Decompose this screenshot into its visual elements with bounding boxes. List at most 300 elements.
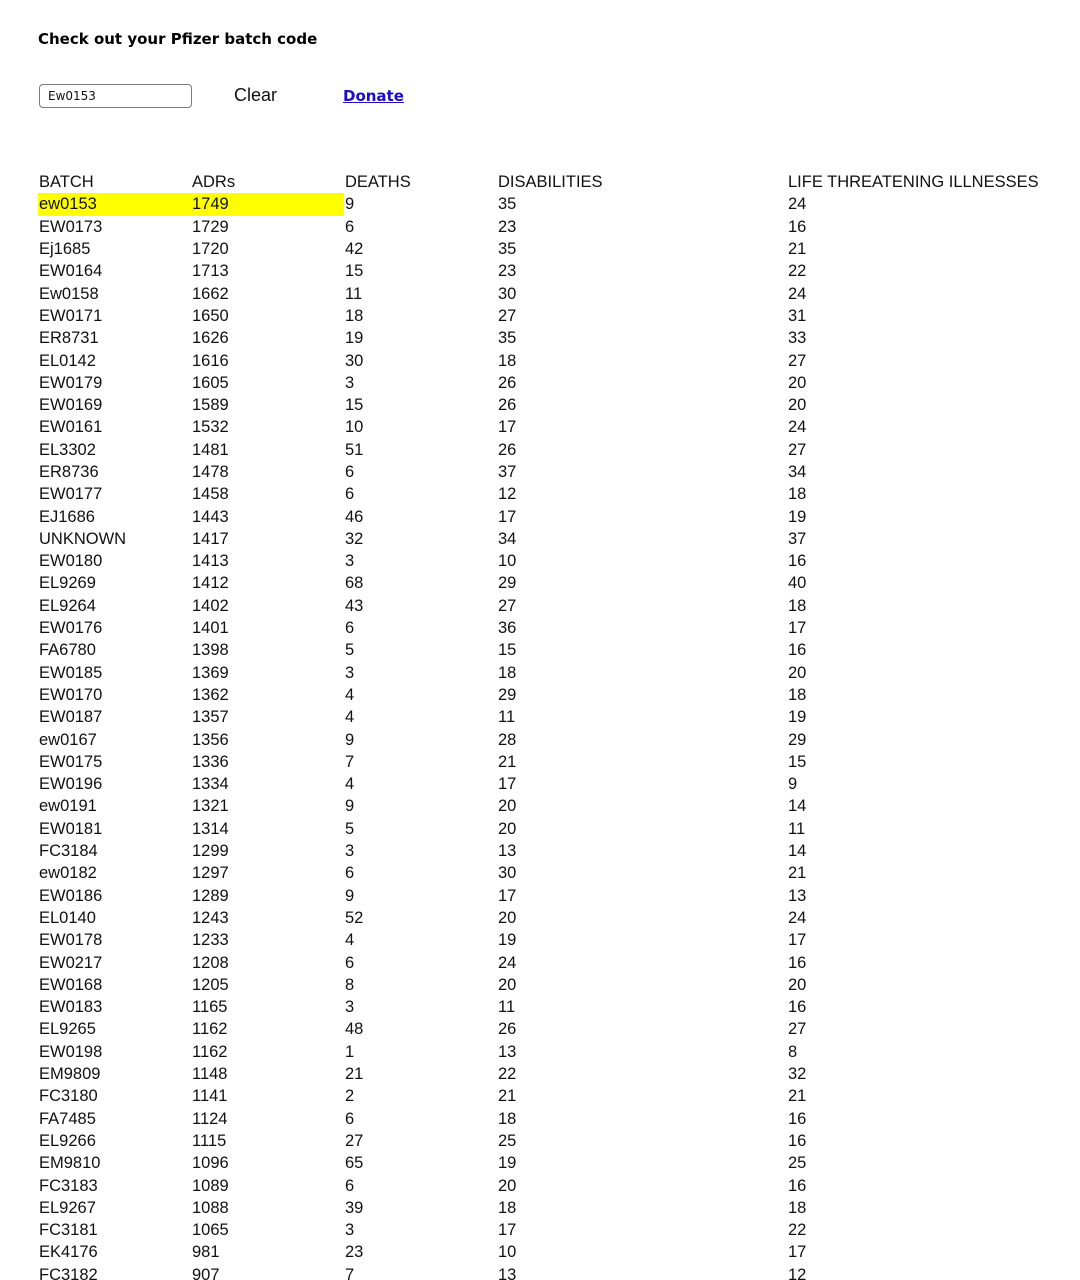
batch-cell: EL9264: [39, 596, 96, 615]
table-row: [38, 1152, 1080, 1174]
batch-cell: Ej1685: [39, 240, 91, 259]
disabilities-cell: 27: [498, 306, 517, 325]
table-row: [38, 282, 1080, 304]
adrs-cell: 1626: [192, 329, 229, 348]
life-threatening-cell: 8: [788, 1042, 798, 1061]
adrs-cell: 907: [192, 1265, 220, 1280]
deaths-cell: 3: [345, 1221, 355, 1240]
deaths-cell: 18: [345, 306, 364, 325]
life-threatening-cell: 19: [788, 708, 807, 727]
deaths-cell: 68: [345, 574, 364, 593]
life-threatening-cell: 20: [788, 975, 807, 994]
deaths-cell: 15: [345, 262, 364, 281]
batch-cell: FA6780: [39, 641, 96, 660]
disabilities-cell: 10: [498, 552, 517, 571]
batch-cell: EW0161: [39, 418, 103, 437]
disabilities-cell: 13: [498, 1265, 517, 1280]
life-threatening-cell: 11: [788, 819, 806, 838]
batch-cell: FC3181: [39, 1221, 98, 1240]
adrs-cell: 1089: [192, 1176, 229, 1195]
table-row: [38, 617, 1080, 639]
life-threatening-cell: 37: [788, 529, 807, 548]
batch-cell: EL9269: [39, 574, 96, 593]
batch-cell: ew0153: [38, 193, 191, 215]
disabilities-cell: 11: [498, 708, 516, 727]
deaths-cell: 9: [345, 195, 355, 214]
adrs-cell: 1398: [192, 641, 229, 660]
disabilities-cell: 26: [498, 373, 517, 392]
life-threatening-cell: 27: [788, 351, 807, 370]
batch-cell: EK4176: [39, 1243, 98, 1262]
page-title: Check out your Pfizer batch code: [38, 30, 318, 48]
batch-results-table: [38, 171, 1080, 1280]
table-row: [38, 751, 1080, 773]
batch-cell: EL9266: [39, 1131, 96, 1150]
adrs-cell: 1458: [192, 485, 229, 504]
disabilities-cell: 17: [498, 1221, 517, 1240]
adrs-cell: 1605: [192, 373, 229, 392]
deaths-cell: 42: [345, 240, 364, 259]
deaths-cell: 9: [345, 797, 355, 816]
table-row: [38, 662, 1080, 684]
batch-cell: EL9267: [39, 1198, 96, 1217]
deaths-cell: 6: [345, 953, 355, 972]
life-threatening-cell: 15: [788, 752, 807, 771]
disabilities-cell: 21: [498, 752, 517, 771]
adrs-cell: 1402: [192, 596, 229, 615]
adrs-cell: 1088: [192, 1198, 229, 1217]
table-row: [38, 795, 1080, 817]
deaths-cell: 21: [345, 1065, 364, 1084]
life-threatening-cell: 22: [788, 262, 807, 281]
adrs-cell: 1065: [192, 1221, 229, 1240]
life-threatening-cell: 16: [788, 998, 807, 1017]
deaths-cell: 8: [345, 975, 355, 994]
disabilities-cell: 30: [498, 284, 517, 303]
life-threatening-cell: 18: [788, 685, 807, 704]
deaths-cell: 6: [345, 864, 355, 883]
deaths-cell: 7: [345, 1265, 355, 1280]
table-row: [38, 1063, 1080, 1085]
deaths-cell: 5: [345, 819, 355, 838]
table-row: [38, 773, 1080, 795]
adrs-cell: 1299: [192, 842, 229, 861]
adrs-cell: 1650: [192, 306, 229, 325]
disabilities-cell: 10: [498, 1243, 517, 1262]
life-threatening-cell: 20: [788, 663, 807, 682]
batch-cell: EJ1686: [39, 507, 95, 526]
adrs-cell: 1314: [192, 819, 229, 838]
batch-cell: EW0173: [39, 217, 103, 236]
disabilities-cell: 30: [498, 864, 517, 883]
deaths-cell: 10: [345, 418, 364, 437]
batch-cell: EW0185: [39, 663, 103, 682]
deaths-cell: 9: [345, 886, 355, 905]
batch-cell: EW0181: [39, 819, 103, 838]
deaths-cell: 1: [345, 1042, 355, 1061]
disabilities-cell: 25: [498, 1131, 517, 1150]
batch-cell: EW0186: [39, 886, 103, 905]
table-row: [38, 572, 1080, 594]
life-threatening-cell: 12: [788, 1265, 807, 1280]
adrs-cell: 1412: [192, 574, 229, 593]
table-row: [38, 818, 1080, 840]
adrs-cell: 1334: [192, 775, 229, 794]
batch-cell: FC3183: [39, 1176, 98, 1195]
column-header-adrs: ADRs: [192, 173, 236, 192]
table-row: [38, 1241, 1080, 1263]
life-threatening-cell: 13: [788, 886, 807, 905]
batch-cell: EW0176: [39, 619, 103, 638]
batch-cell: EW0164: [39, 262, 103, 281]
table-row: [38, 1107, 1080, 1129]
donate-link[interactable]: Donate: [343, 87, 404, 105]
life-threatening-cell: 14: [788, 842, 807, 861]
adrs-cell: 1729: [192, 217, 229, 236]
adrs-cell: 1208: [192, 953, 229, 972]
life-threatening-cell: 18: [788, 596, 807, 615]
batch-cell: EM9809: [39, 1065, 101, 1084]
disabilities-cell: 18: [498, 351, 517, 370]
batch-cell: FC3184: [39, 842, 98, 861]
table-row: [38, 684, 1080, 706]
batch-cell: EW0168: [39, 975, 103, 994]
adrs-cell: 1749: [191, 193, 344, 215]
batch-cell: ew0167: [39, 730, 97, 749]
batch-cell: EL9265: [39, 1020, 96, 1039]
disabilities-cell: 36: [498, 619, 517, 638]
table-row: [38, 416, 1080, 438]
disabilities-cell: 27: [498, 596, 517, 615]
table-row: [38, 706, 1080, 728]
batch-cell: EW0171: [39, 306, 103, 325]
batch-cell: EM9810: [39, 1154, 101, 1173]
adrs-cell: 1321: [192, 797, 229, 816]
deaths-cell: 27: [345, 1131, 364, 1150]
disabilities-cell: 22: [498, 1065, 517, 1084]
table-row: [38, 996, 1080, 1018]
adrs-cell: 1589: [192, 396, 229, 415]
deaths-cell: 6: [345, 463, 355, 481]
column-header-batch: BATCH: [39, 173, 94, 192]
column-header-life-threatening-illnesses: LIFE THREATENING ILLNESSES: [788, 173, 1039, 192]
disabilities-cell: 26: [498, 440, 517, 459]
life-threatening-cell: 31: [788, 306, 807, 325]
table-row: [38, 1041, 1080, 1063]
disabilities-cell: 37: [498, 463, 517, 481]
adrs-cell: 1662: [192, 284, 229, 303]
table-header-row: [38, 171, 1080, 193]
deaths-cell: 5: [345, 641, 355, 660]
table-row: [38, 951, 1080, 973]
disabilities-cell: 29: [498, 574, 517, 593]
table-row: [38, 394, 1080, 416]
table-row: [38, 1264, 1080, 1280]
life-threatening-cell: 27: [788, 440, 807, 459]
batch-cell: EL0142: [39, 351, 96, 370]
table-row: [38, 1018, 1080, 1040]
table-row: [38, 862, 1080, 884]
batch-cell: EW0196: [39, 775, 103, 794]
table-row: [38, 305, 1080, 327]
disabilities-cell: 18: [498, 663, 517, 682]
adrs-cell: 1096: [192, 1154, 229, 1173]
disabilities-cell: 35: [498, 329, 517, 348]
disabilities-cell: 29: [498, 685, 517, 704]
deaths-cell: 30: [345, 351, 364, 370]
life-threatening-cell: 29: [788, 730, 807, 749]
adrs-cell: 1336: [192, 752, 229, 771]
clear-button[interactable]: Clear: [226, 82, 285, 108]
adrs-cell: 1616: [192, 351, 229, 370]
adrs-cell: 1289: [192, 886, 229, 905]
life-threatening-cell: 19: [788, 507, 807, 526]
table-row: [38, 461, 1080, 483]
batch-cell: EW0183: [39, 998, 103, 1017]
table-row: [38, 1197, 1080, 1219]
disabilities-cell: 21: [498, 1087, 517, 1106]
disabilities-cell: 18: [498, 1109, 517, 1128]
adrs-cell: 1165: [192, 998, 228, 1017]
deaths-cell: 46: [345, 507, 364, 526]
life-threatening-cell: 24: [788, 195, 807, 214]
table-row: [38, 349, 1080, 371]
deaths-cell: 3: [345, 663, 355, 682]
deaths-cell: 6: [345, 217, 355, 236]
adrs-cell: 1141: [192, 1087, 228, 1106]
disabilities-cell: 20: [498, 908, 517, 927]
batch-cell: EW0178: [39, 931, 103, 950]
life-threatening-cell: 16: [788, 1176, 807, 1195]
deaths-cell: 32: [345, 529, 364, 548]
disabilities-cell: 34: [498, 529, 517, 548]
disabilities-cell: 19: [498, 931, 517, 950]
adrs-cell: 1162: [192, 1020, 228, 1039]
table-row: [38, 1219, 1080, 1241]
disabilities-cell: 17: [498, 507, 517, 526]
table-row: [38, 929, 1080, 951]
batch-cell: EW0169: [39, 396, 103, 415]
table-row: [38, 528, 1080, 550]
life-threatening-cell: 40: [788, 574, 807, 593]
disabilities-cell: 20: [498, 797, 517, 816]
deaths-cell: 11: [345, 284, 363, 303]
table-row: [38, 193, 1080, 215]
life-threatening-cell: 32: [788, 1065, 807, 1084]
batch-cell: EW0180: [39, 552, 103, 571]
batch-cell: EL0140: [39, 908, 96, 927]
life-threatening-cell: 9: [788, 775, 798, 794]
disabilities-cell: 17: [498, 775, 517, 794]
batch-cell: EW0179: [39, 373, 103, 392]
batch-cell: UNKNOWN: [39, 529, 127, 548]
deaths-cell: 52: [345, 908, 364, 927]
life-threatening-cell: 17: [788, 1243, 807, 1262]
disabilities-cell: 20: [498, 1176, 517, 1195]
life-threatening-cell: 16: [788, 1109, 807, 1128]
life-threatening-cell: 22: [788, 1221, 807, 1240]
deaths-cell: 4: [345, 708, 355, 727]
adrs-cell: 1205: [192, 975, 229, 994]
table-row: [38, 974, 1080, 996]
deaths-cell: 3: [345, 842, 355, 861]
disabilities-cell: 35: [498, 240, 517, 259]
deaths-cell: 3: [345, 373, 355, 392]
table-row: [38, 840, 1080, 862]
disabilities-cell: 13: [498, 842, 517, 861]
disabilities-cell: 26: [498, 1020, 517, 1039]
life-threatening-cell: 27: [788, 1020, 807, 1039]
batch-cell: Ew0158: [39, 284, 99, 303]
deaths-cell: 6: [345, 1109, 355, 1128]
table-row: [38, 595, 1080, 617]
disabilities-cell: 11: [498, 998, 516, 1017]
deaths-cell: 6: [345, 619, 355, 638]
deaths-cell: 2: [345, 1087, 355, 1106]
table-row: [38, 1085, 1080, 1107]
life-threatening-cell: 16: [788, 641, 807, 660]
table-row: [38, 216, 1080, 238]
adrs-cell: 1443: [192, 507, 229, 526]
table-body: [38, 193, 1080, 1280]
life-threatening-cell: 20: [788, 396, 807, 415]
deaths-cell: 65: [345, 1154, 364, 1173]
deaths-cell: 4: [345, 775, 355, 794]
life-threatening-cell: 24: [788, 418, 807, 437]
deaths-cell: 48: [345, 1020, 364, 1039]
life-threatening-cell: 16: [788, 217, 807, 236]
adrs-cell: 1356: [192, 730, 229, 749]
adrs-cell: 1481: [192, 440, 229, 459]
adrs-cell: 1713: [192, 262, 229, 281]
adrs-cell: 1115: [192, 1131, 227, 1150]
disabilities-cell: 13: [498, 1042, 517, 1061]
batch-cell: ew0182: [39, 864, 97, 883]
batch-cell: FC3180: [39, 1087, 98, 1106]
table-row: [38, 639, 1080, 661]
batch-cell: EW0170: [39, 685, 103, 704]
disabilities-cell: 17: [498, 418, 517, 437]
deaths-cell: 9: [345, 730, 355, 749]
adrs-cell: 981: [192, 1243, 220, 1262]
table-row: [38, 907, 1080, 929]
deaths-cell: 43: [345, 596, 364, 615]
disabilities-cell: 24: [498, 953, 517, 972]
adrs-cell: 1148: [192, 1065, 228, 1084]
disabilities-cell: 23: [498, 217, 517, 236]
deaths-cell: 7: [345, 752, 355, 771]
life-threatening-cell: 18: [788, 485, 807, 504]
table-row: [38, 439, 1080, 461]
table-row: [38, 1174, 1080, 1196]
life-threatening-cell: 34: [788, 463, 807, 481]
life-threatening-cell: 18: [788, 1198, 807, 1217]
disabilities-cell: 17: [498, 886, 517, 905]
disabilities-cell: 26: [498, 396, 517, 415]
deaths-cell: 4: [345, 931, 355, 950]
table-row: [38, 885, 1080, 907]
table-row: [38, 728, 1080, 750]
life-threatening-cell: 16: [788, 1131, 807, 1150]
batch-cell: EW0198: [39, 1042, 103, 1061]
table-row: [38, 372, 1080, 394]
adrs-cell: 1362: [192, 685, 229, 704]
life-threatening-cell: 33: [788, 329, 807, 348]
life-threatening-cell: 16: [788, 552, 807, 571]
life-threatening-cell: 25: [788, 1154, 807, 1173]
disabilities-cell: 28: [498, 730, 517, 749]
life-threatening-cell: 21: [788, 240, 807, 259]
life-threatening-cell: 21: [788, 864, 807, 883]
adrs-cell: 1369: [192, 663, 229, 682]
table-row: [38, 238, 1080, 260]
life-threatening-cell: 16: [788, 953, 807, 972]
disabilities-cell: 19: [498, 1154, 517, 1173]
deaths-cell: 19: [345, 329, 364, 348]
adrs-cell: 1532: [192, 418, 229, 437]
life-threatening-cell: 24: [788, 908, 807, 927]
disabilities-cell: 35: [498, 195, 517, 214]
batch-search-input[interactable]: [39, 84, 192, 108]
deaths-cell: 39: [345, 1198, 364, 1217]
deaths-cell: 4: [345, 685, 355, 704]
deaths-cell: 51: [345, 440, 364, 459]
table-row: [38, 483, 1080, 505]
deaths-cell: 6: [345, 1176, 355, 1195]
life-threatening-cell: 21: [788, 1087, 807, 1106]
deaths-cell: 23: [345, 1243, 364, 1262]
life-threatening-cell: 14: [788, 797, 807, 816]
batch-cell: EL3302: [39, 440, 96, 459]
adrs-cell: 1124: [192, 1109, 228, 1128]
table-row: [38, 260, 1080, 282]
batch-cell: FA7485: [39, 1109, 96, 1128]
life-threatening-cell: 17: [788, 619, 807, 638]
disabilities-cell: 12: [498, 485, 517, 504]
adrs-cell: 1357: [192, 708, 229, 727]
adrs-cell: 1401: [192, 619, 229, 638]
deaths-cell: 3: [345, 998, 355, 1017]
adrs-cell: 1162: [192, 1042, 228, 1061]
table-row: [38, 1130, 1080, 1152]
disabilities-cell: 20: [498, 975, 517, 994]
adrs-cell: 1720: [192, 240, 229, 259]
batch-cell: ER8736: [39, 463, 99, 481]
disabilities-cell: 23: [498, 262, 517, 281]
table-row: [38, 505, 1080, 527]
table-row: [38, 550, 1080, 572]
table-row: [38, 327, 1080, 349]
deaths-cell: 6: [345, 485, 355, 504]
batch-cell: EW0175: [39, 752, 103, 771]
batch-cell: EW0217: [39, 953, 103, 972]
batch-cell: FC3182: [39, 1265, 98, 1280]
batch-cell: EW0187: [39, 708, 103, 727]
deaths-cell: 3: [345, 552, 355, 571]
life-threatening-cell: 20: [788, 373, 807, 392]
batch-cell: EW0177: [39, 485, 103, 504]
column-header-disabilities: DISABILITIES: [498, 173, 603, 192]
batch-cell: ew0191: [39, 797, 97, 816]
column-header-deaths: DEATHS: [345, 173, 411, 192]
adrs-cell: 1417: [192, 529, 229, 548]
adrs-cell: 1233: [192, 931, 229, 950]
life-threatening-cell: 17: [788, 931, 807, 950]
adrs-cell: 1243: [192, 908, 229, 927]
batch-cell: ER8731: [39, 329, 99, 348]
adrs-cell: 1478: [192, 463, 229, 481]
disabilities-cell: 18: [498, 1198, 517, 1217]
